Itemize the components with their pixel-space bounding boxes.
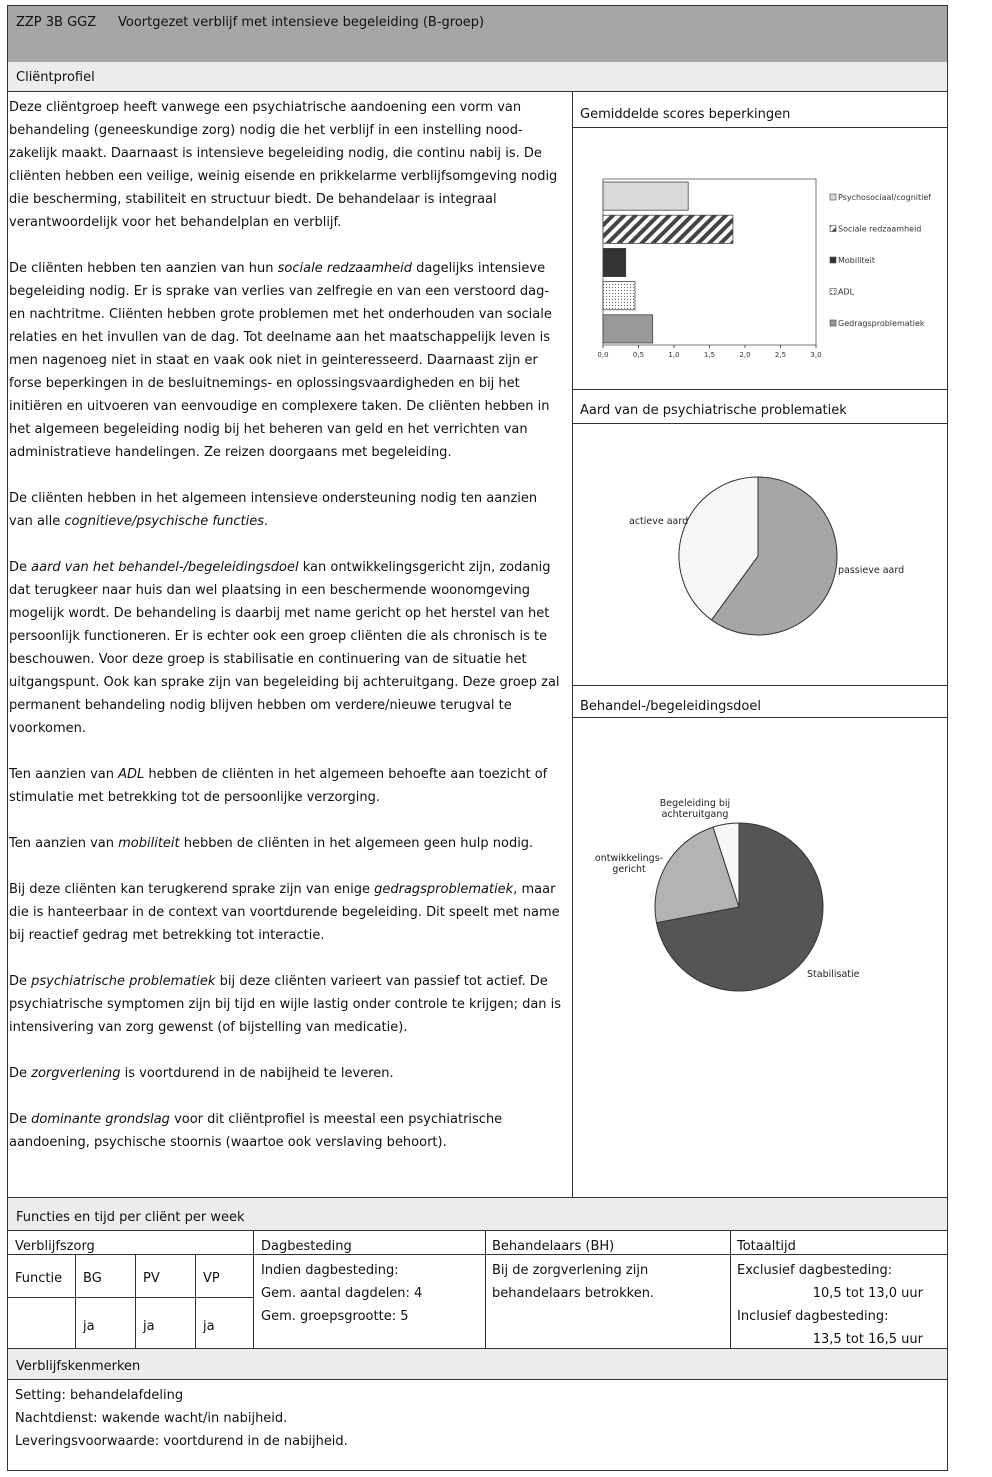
divider (7, 1254, 948, 1255)
tot-excl-value: 10,5 tot 13,0 uur (812, 1286, 923, 1301)
text-segment: De cliënten hebben ten aanzien van hun (9, 261, 278, 276)
text-segment: De cliënten hebben in het algemeen intensieve ondersteuning nodig ten aanzien van alle (9, 491, 538, 529)
profile-paragraph (9, 878, 565, 947)
text-segment: hebben de cliënten in het algemeen geen hulp nodig. (179, 836, 534, 851)
section-clientprofiel-heading: Cliëntprofiel (8, 62, 947, 92)
legend-swatch (830, 320, 836, 326)
val-vp: ja (203, 1319, 215, 1334)
emphasis-term: aard van het behandel-/begeleidingsdoel (31, 560, 299, 575)
profile-paragraph (9, 832, 565, 855)
slice-label: passieve aard (838, 565, 905, 576)
profile-paragraph (9, 1108, 565, 1154)
col-pv: PV (143, 1271, 160, 1286)
emphasis-term: dominante grondslag (31, 1112, 170, 1127)
text-segment: hebben de cliënten in het algemeen behoefte aan toezicht of stimulatie met betrekking tot de persoonlijke verzorging. (9, 767, 548, 805)
legend-label: Gedragsproblematiek (838, 319, 925, 328)
totaaltijd-header: Totaaltijd (737, 1239, 796, 1254)
aard-pie-chart (573, 424, 947, 684)
legend-label: Mobiliteit (838, 256, 875, 265)
legend-swatch (830, 226, 836, 232)
scores-chart-title: Gemiddelde scores beperkingen (580, 107, 791, 122)
slice-label: actieve aard (629, 516, 689, 527)
bar (603, 182, 688, 210)
profile-paragraph (9, 970, 565, 1039)
tot-excl-label: Exclusief dagbesteding: (737, 1263, 893, 1278)
text-segment: De (9, 1066, 32, 1081)
profile-paragraph (9, 763, 565, 809)
legend-swatch (830, 289, 836, 295)
divider (572, 389, 948, 390)
x-tick-label: 0,5 (632, 351, 645, 359)
x-tick-label: 2,0 (739, 351, 751, 359)
emphasis-term: cognitieve/psychische functies (64, 514, 265, 529)
profile-paragraph (9, 257, 565, 464)
dag-line-3: Gem. groepsgrootte: 5 (261, 1309, 409, 1324)
emphasis-term: gedragsproblematiek (374, 882, 514, 897)
x-tick-label: 3,0 (810, 351, 822, 359)
divider (195, 1254, 196, 1348)
x-tick-label: 1,5 (703, 351, 716, 359)
profile-paragraph (9, 96, 565, 234)
x-tick-label: 0,0 (597, 351, 609, 359)
slice-label: Begeleiding bij achteruitgang (659, 798, 731, 820)
aard-chart-title: Aard van de psychiatrische problematiek (580, 403, 847, 418)
dagbesteding-header: Dagbesteding (261, 1239, 352, 1254)
dag-line-1: Indien dagbesteding: (261, 1263, 399, 1278)
divider (7, 1297, 254, 1298)
bar (603, 248, 626, 276)
text-segment: kan ontwikkelingsgericht zijn, zodanig dat terugkeer naar huis dan wel plaatsing in een beschermende woonomgeving mogelijk wordt. De behandeling is daarbij met name gericht op het herstel van het persoonlijk functioneren. Er is echter ook een groep cliënten die als chronisch is te beschouwen. Voor deze groep is stabilisatie en continuering van de situatie het uitgangspunt. Ook kan sprake zijn van begeleiding bij achteruitgang. Deze groep zal permanent behandeling nodig blijven hebben om verdere/nieuwe terugval te voorkomen. (9, 560, 560, 736)
verblijfszorg-header: Verblijfszorg (15, 1239, 95, 1254)
emphasis-term: mobiliteit (118, 836, 180, 851)
bh-line-1: Bij de zorgverlening zijn (492, 1263, 649, 1278)
residence-heading: Verblijfskenmerken (8, 1349, 947, 1379)
bar (603, 315, 653, 343)
bar (603, 215, 733, 243)
profile-paragraph (9, 556, 565, 740)
profile-paragraph (9, 1062, 565, 1085)
page-title: Voortgezet verblijf met intensieve begeleiding (B-groep) (118, 15, 485, 30)
divider (572, 685, 948, 686)
legend-swatch (830, 194, 836, 200)
text-segment: De (9, 1112, 32, 1127)
divider (485, 1230, 486, 1348)
text-segment: , maar die is hanteerbaar in de context van voortdurende begeleiding. Dit speelt met name bij reactief gedrag met betrekking tot interactie. (9, 882, 560, 943)
functie-label: Functie (15, 1271, 63, 1286)
emphasis-term: zorgverlening (31, 1066, 121, 1081)
emphasis-term: psychiatrische problematiek (31, 974, 216, 989)
profile-paragraph (9, 487, 565, 533)
text-segment: bij deze cliënten varieert van passief tot actief. De psychiatrische symptomen zijn bij tijd en wijle lastig onder controle te krijgen; dan is intensivering van zorg gewenst (of bijstelling van medicatie). (9, 974, 562, 1035)
legend-swatch (830, 257, 836, 263)
bar (603, 282, 635, 310)
doel-chart-title: Behandel-/begeleidingsdoel (580, 699, 761, 714)
val-bg: ja (83, 1319, 95, 1334)
legend-label: Sociale redzaamheid (838, 224, 922, 234)
col-bg: BG (83, 1271, 102, 1286)
text-segment: Ten aanzien van (9, 767, 119, 782)
residence-line-1: Setting: behandelafdeling (15, 1388, 184, 1403)
divider (7, 1230, 948, 1231)
header-bar (8, 6, 947, 63)
bh-line-2: behandelaars betrokken. (492, 1286, 655, 1301)
text-segment: voor dit cliëntprofiel is meestal een psychiatrische aandoening, psychische stoornis (waartoe ook verslaving behoort). (9, 1112, 503, 1150)
doel-pie-chart (573, 718, 947, 1196)
residence-line-2: Nachtdienst: wakende wacht/in nabijheid. (15, 1411, 288, 1426)
text-segment: . (264, 514, 269, 529)
divider (253, 1230, 254, 1348)
legend-label: Psychosociaal/cognitief (838, 193, 932, 202)
text-segment: Ten aanzien van (9, 836, 119, 851)
divider (7, 1379, 948, 1380)
functions-heading: Functies en tijd per cliënt per week (8, 1198, 947, 1230)
text-segment: Deze cliëntgroep heeft vanwege een psychiatrische aandoening een vorm van behandeling (geneeskundige zorg) nodig die het verblijf in een instelling noodzakelijk maakt. Daarnaast is intensieve begeleiding nodig, die continu nabij is. De cliënten hebben een veilige, weinig eisende en prikkelarme verblijfsomgeving nodig die bescherming, stabiliteit en structuur biedt. De behandelaar is integraal verantwoordelijk voor het behandelplan en verblijf. (9, 100, 558, 230)
dag-line-2: Gem. aantal dagdelen: 4 (261, 1286, 423, 1301)
slice-label: Stabilisatie (807, 969, 860, 980)
val-pv: ja (143, 1319, 155, 1334)
col-vp: VP (203, 1271, 220, 1286)
divider (730, 1230, 731, 1348)
emphasis-term: sociale redzaamheid (277, 261, 412, 276)
residence-line-3: Leveringsvoorwaarde: voortdurend in de nabijheid. (15, 1434, 348, 1449)
text-segment: De (9, 974, 32, 989)
tot-incl-label: Inclusief dagbesteding: (737, 1309, 889, 1324)
text-segment: dagelijks intensieve begeleiding nodig. Er is sprake van verlies van zelfregie en van een verstoord dag- en nachtritme. Cliënten hebben grote problemen met het onderhouden van sociale relaties en het invullen van de dag. Tot deelname aan het maatschappelijk leven is men nagenoeg niet in staat en vaak ook niet in geinteresseerd. Daarnaast zijn er forse beperkingen in de besluitnemings- en oplossingsvaardigheden en bij het initiëren en uitvoeren van eenvoudige en complexere taken. De cliënten hebben in het algemeen begeleiding nodig bij het beheren van geld en het verrichten van administratieve handelingen. Ze reizen doorgaans met begeleiding. (9, 261, 552, 460)
client-profile-text (9, 96, 565, 1177)
scores-bar-chart (573, 128, 947, 388)
text-segment: is voortdurend in de nabijheid te leveren. (120, 1066, 394, 1081)
behandelaars-header: Behandelaars (BH) (492, 1239, 615, 1254)
x-tick-label: 1,0 (668, 351, 680, 359)
emphasis-term: ADL (118, 767, 145, 782)
zzp-code: ZZP 3B GGZ (16, 15, 97, 30)
divider (75, 1254, 76, 1348)
slice-label: ontwikkelings-gericht (594, 853, 664, 875)
text-segment: Bij deze cliënten kan terugkerend sprake zijn van enige (9, 882, 375, 897)
text-segment: De (9, 560, 32, 575)
tot-incl-value: 13,5 tot 16,5 uur (812, 1332, 923, 1347)
divider (135, 1254, 136, 1348)
x-tick-label: 2,5 (774, 351, 787, 359)
legend-label: ADL (838, 287, 855, 297)
